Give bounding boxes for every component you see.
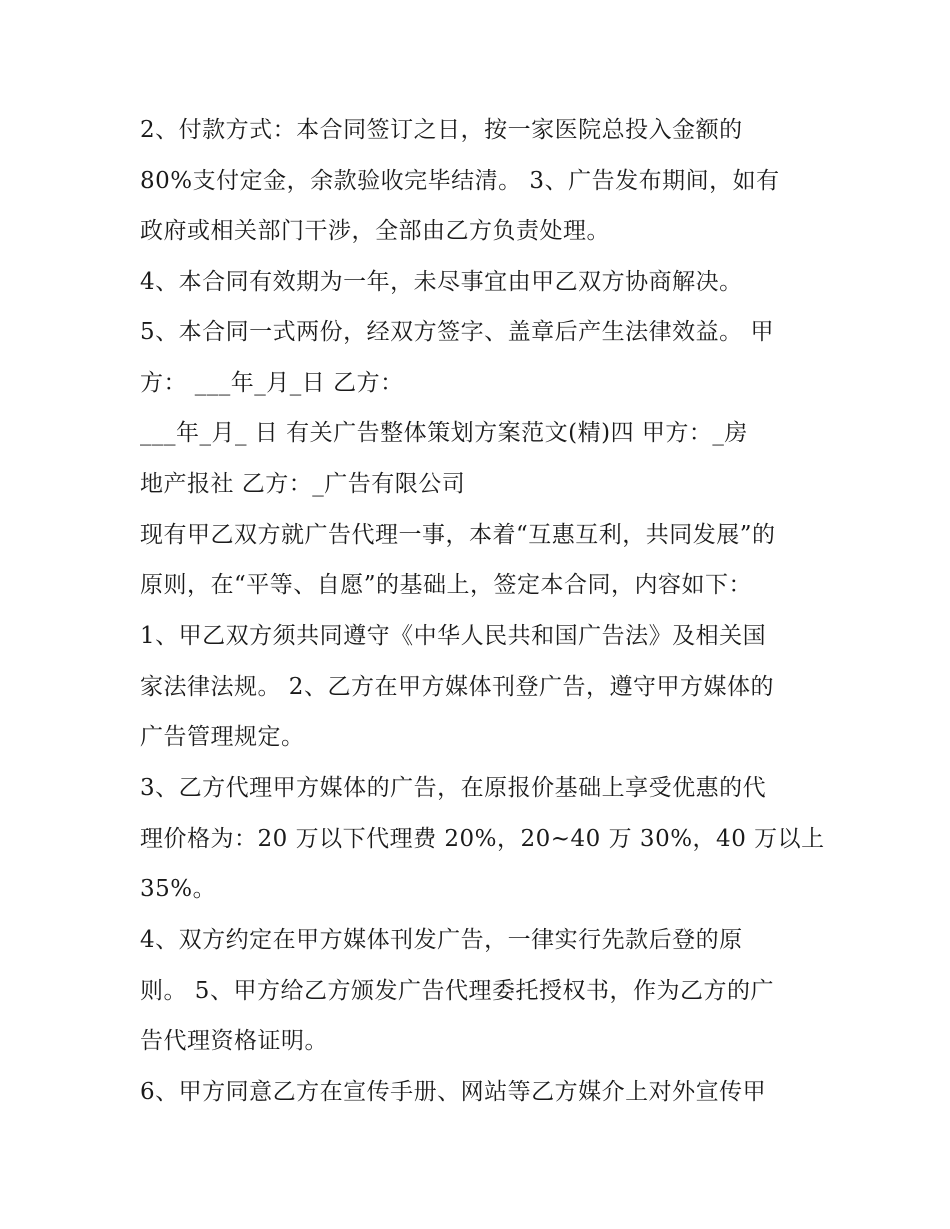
text-line: 则。 5、甲方给乙方颁发广告代理委托授权书，作为乙方的广	[140, 978, 774, 1004]
text-line: 告代理资格证明。	[140, 1028, 328, 1054]
text-line: 家法律法规。 2、乙方在甲方媒体刊登广告，遵守甲方媒体的	[140, 674, 774, 700]
text-line: 4、本合同有效期为一年，未尽事宜由甲乙双方协商解决。	[140, 269, 743, 295]
text-line: 5、本合同一式两份，经双方签字、盖章后产生法律效益。 甲	[140, 319, 774, 345]
text-line: 政府或相关部门干涉，全部由乙方负责处理。	[140, 218, 610, 244]
text-line: 理价格为：20 万以下代理费 20%，20~40 万 30%，40 万以上	[140, 826, 825, 852]
text-line: 原则，在“平等、自愿”的基础上，签定本合同，内容如下：	[140, 572, 753, 598]
text-line: ___年_月_ 日 有关广告整体策划方案范文(精)四 甲方：_房	[140, 420, 748, 446]
text-line: 80%支付定金，余款验收完毕结清。 3、广告发布期间，如有	[140, 168, 780, 194]
text-line: 4、双方约定在甲方媒体刊发广告，一律实行先款后登的原	[140, 927, 743, 953]
text-line: 地产报社 乙方：_广告有限公司	[140, 471, 466, 497]
text-line: 方： ___年_月_日 乙方：	[140, 370, 404, 396]
text-line: 2、付款方式：本合同签订之日，按一家医院总投入金额的	[140, 117, 743, 143]
text-line: 现有甲乙双方就广告代理一事，本着“互惠互利，共同发展”的	[140, 522, 776, 548]
text-line: 6、甲方同意乙方在宣传手册、网站等乙方媒介上对外宣传甲	[140, 1079, 767, 1105]
text-line: 3、乙方代理甲方媒体的广告，在原报价基础上享受优惠的代	[140, 775, 767, 801]
text-line: 广告管理规定。	[140, 724, 305, 750]
text-line: 35%。	[140, 876, 217, 902]
text-line: 1、甲乙双方须共同遵守《中华人民共和国广告法》及相关国	[140, 623, 767, 649]
